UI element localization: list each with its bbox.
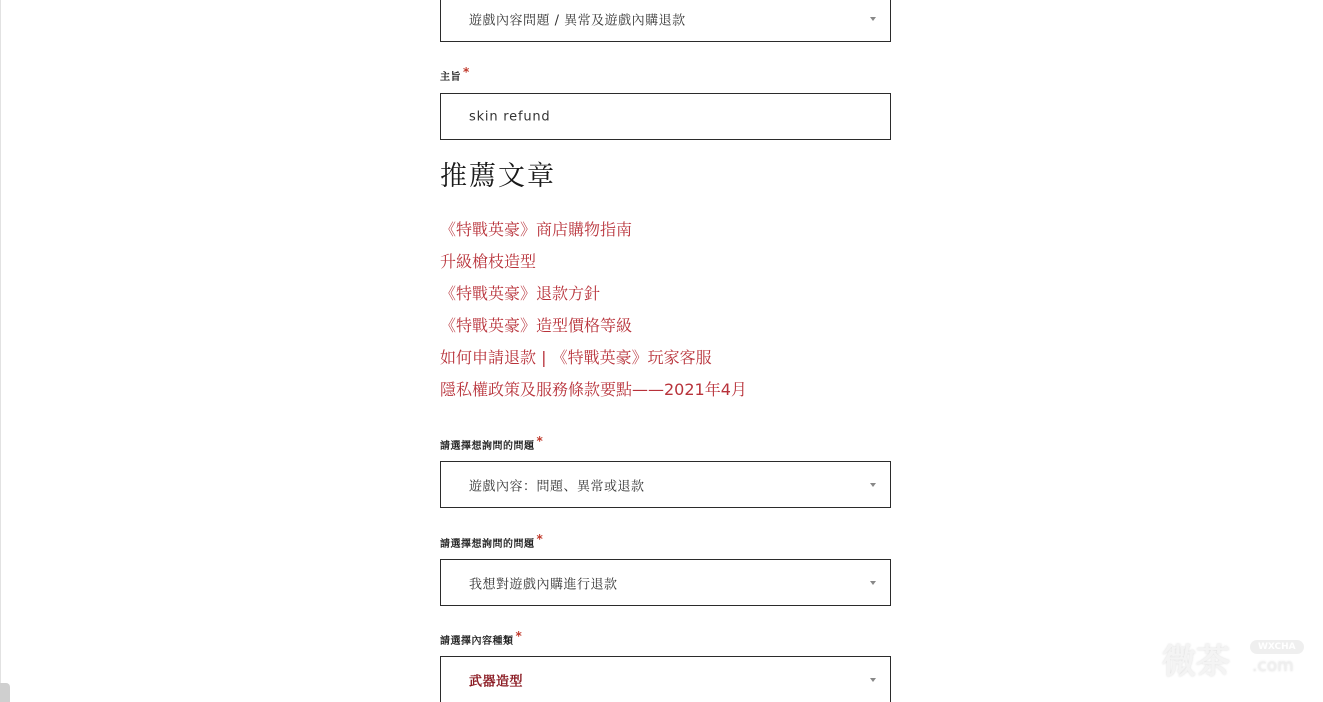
required-asterisk: * — [515, 629, 523, 643]
watermark-suffix: .com — [1252, 656, 1294, 676]
recommended-articles-title: 推薦文章 — [440, 161, 556, 192]
content-type-label-text: 請選擇內容種類 — [440, 636, 514, 647]
subject-label — [440, 65, 470, 83]
question1-label-text: 請選擇想詢問的問題 — [440, 441, 535, 452]
content-type-select-value: 武器造型 — [469, 674, 524, 689]
question1-label — [440, 434, 544, 452]
article-link[interactable]: 隱私權政策及服務條款要點——2021年4月 — [440, 380, 747, 399]
site-watermark — [1162, 634, 1307, 684]
chevron-down-icon — [870, 678, 876, 682]
watermark-badge: WXCHA — [1250, 640, 1304, 654]
content-type-select[interactable] — [440, 656, 891, 702]
question2-select-value: 我想對遊戲內購進行退款 — [469, 577, 618, 592]
subject-input-value: skin refund — [469, 109, 551, 124]
question2-label-text: 請選擇想詢問的問題 — [440, 539, 535, 550]
recommended-articles-list — [440, 214, 747, 406]
article-link[interactable]: 《特戰英豪》商店購物指南 — [440, 220, 633, 239]
chevron-down-icon — [870, 483, 876, 487]
question2-select[interactable] — [440, 559, 891, 606]
page-left-border — [0, 0, 1, 702]
question2-label — [440, 532, 544, 550]
chevron-down-icon — [870, 581, 876, 585]
article-link[interactable]: 升級槍枝造型 — [440, 252, 537, 271]
content-type-label — [440, 629, 523, 647]
scrollbar-thumb[interactable] — [0, 683, 10, 702]
article-link[interactable]: 《特戰英豪》退款方針 — [440, 284, 601, 303]
article-link[interactable]: 《特戰英豪》造型價格等級 — [440, 316, 633, 335]
chevron-down-icon — [870, 17, 876, 21]
category-select[interactable] — [440, 0, 891, 42]
question1-select-value: 遊戲內容：問題、異常或退款 — [469, 479, 645, 494]
watermark-main: 微茶 — [1162, 642, 1230, 682]
article-link[interactable]: 如何申請退款 | 《特戰英豪》玩家客服 — [440, 348, 712, 367]
required-asterisk: * — [463, 65, 470, 79]
required-asterisk: * — [536, 532, 544, 546]
category-select-value: 遊戲內容問題 / 異常及遊戲內購退款 — [469, 13, 686, 28]
required-asterisk: * — [536, 434, 544, 448]
subject-label-text: 主旨 — [440, 72, 461, 83]
question1-select[interactable] — [440, 461, 891, 508]
subject-input[interactable] — [440, 93, 891, 140]
